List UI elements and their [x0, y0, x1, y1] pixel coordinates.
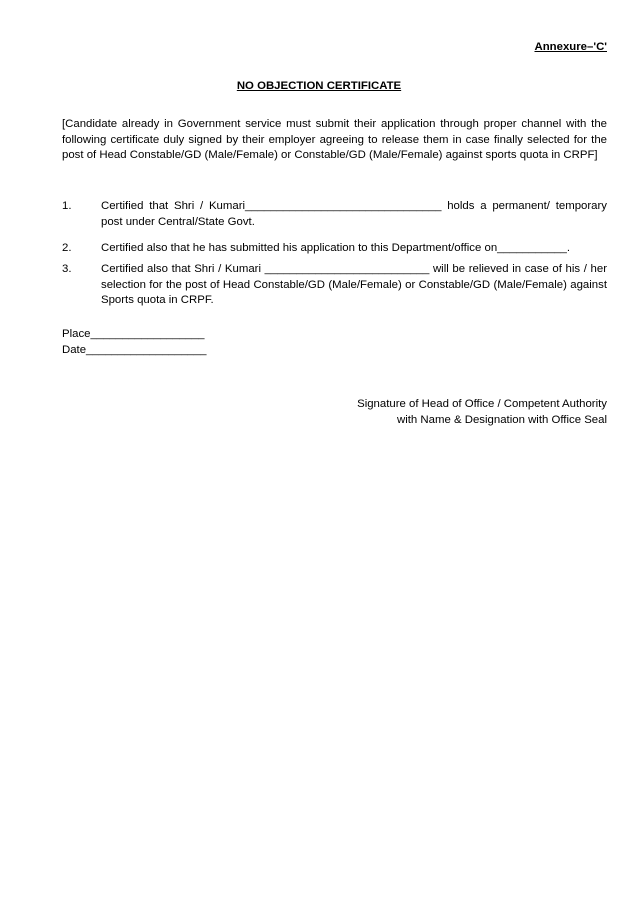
list-item — [62, 262, 607, 309]
item-number: 1. — [62, 200, 72, 212]
item-text: Certified also that Shri / Kumari __________________________ will be relieved in case of his / her selection for the post of Head Constable/GD (Male/Female) or Constable/GD (Male/Female) against Sports quota in CRPF. — [101, 263, 607, 306]
page-title: NO OBJECTION CERTIFICATE — [236, 80, 402, 92]
list-item — [62, 241, 607, 257]
list-item — [62, 199, 607, 230]
item-number: 2. — [62, 242, 72, 254]
date-field: Date___________________ — [62, 344, 207, 356]
item-text: Certified also that he has submitted his application to this Department/office on___________. — [101, 242, 571, 254]
signature-line-1: Signature of Head of Office / Competent Authority — [357, 398, 607, 410]
item-number: 3. — [62, 263, 72, 275]
intro-paragraph: [Candidate already in Government service must submit their application through proper channel with the following certificate duly signed by their employer agreeing to release them in case finally selected for the post of Head Constable/GD (Male/Female) or Constable/GD (Male/Female) against sports quota in CRPF] — [62, 118, 607, 161]
signature-line-2: with Name & Designation with Office Seal — [397, 414, 607, 426]
place-field: Place__________________ — [62, 328, 205, 340]
item-text: Certified that Shri / Kumari_______________________________ holds a permanent/ temporary post under Central/State Govt. — [101, 200, 607, 228]
annexure-label: Annexure–'C' — [534, 41, 607, 53]
